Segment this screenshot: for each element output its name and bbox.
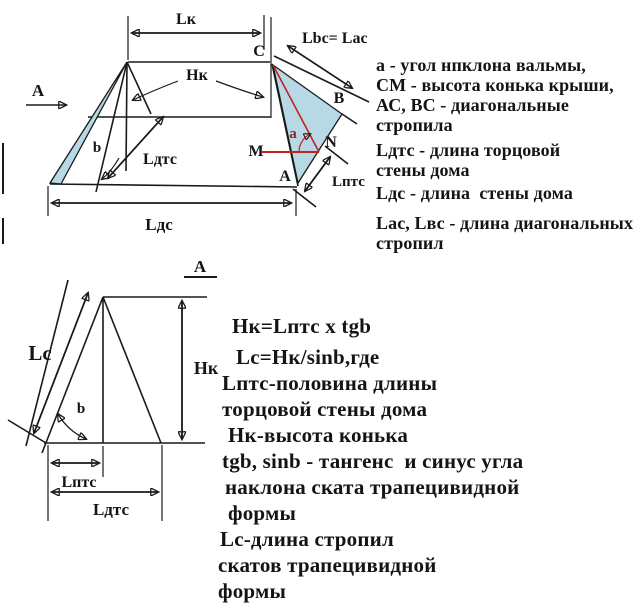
lk-label: Lк xyxy=(176,11,196,28)
top-roof-diagram xyxy=(0,0,400,244)
hip-triangle xyxy=(273,65,342,183)
angle-b2-label: b xyxy=(76,401,86,417)
legend-top-line-7: Lас, Lвс - длина диагональных xyxy=(376,213,634,233)
lbc-dimension xyxy=(288,30,368,88)
lds-label: Lдс xyxy=(145,215,173,234)
legend-bottom-line-9: скатов трапецивидной xyxy=(218,553,437,577)
lc-label: Lc xyxy=(28,341,52,365)
ldts-label: Lдтс xyxy=(143,151,177,168)
apex-height-line xyxy=(126,62,127,171)
lpts2-label: Lптс xyxy=(61,474,97,491)
legend-bottom-line-4: Нк-высота конька xyxy=(228,423,409,447)
legend-top-line-0: а - угол нпклона вальмы, xyxy=(376,55,586,75)
ldts-dimension xyxy=(108,117,177,178)
legend-bottom-line-6: наклона ската трапецивидной xyxy=(225,475,520,499)
n-point-label: N xyxy=(325,134,337,151)
c-point-label: C xyxy=(253,43,265,60)
legend-bottom-line-1: Lc=Нк/sinb,где xyxy=(236,345,380,369)
apex-back-edge xyxy=(127,62,151,114)
bottom-section-diagram xyxy=(0,252,232,544)
section-a2-label: A xyxy=(193,257,207,276)
legend-top-line-4: Lдтс - длина торцовой xyxy=(376,140,561,160)
legend-top xyxy=(376,55,640,253)
left-hip-edge xyxy=(96,62,127,192)
legend-bottom-line-5: tgb, sinb - тангенс и синус угла xyxy=(222,449,524,473)
a-point-label: A xyxy=(279,168,291,185)
lds-dimension xyxy=(48,186,296,234)
angle-a-label: a xyxy=(289,126,297,142)
triangle-outline xyxy=(8,280,207,453)
legend-bottom-line-0: Нк=Lптс x tgb xyxy=(232,314,372,338)
legend-top-line-5: стены дома xyxy=(376,160,470,180)
rafter-inner-edge xyxy=(42,297,103,453)
section-a-marker xyxy=(184,257,217,277)
lpts-label: Lптс xyxy=(332,174,365,190)
right-slope-edge xyxy=(103,297,161,443)
roof-outline xyxy=(50,62,297,192)
legend-bottom-line-3: торцовой стены дома xyxy=(222,397,428,421)
hk-leaders xyxy=(133,67,263,100)
legend-bottom-line-10: формы xyxy=(218,579,287,603)
angle-b-bottom xyxy=(58,401,86,439)
legend-bottom xyxy=(216,313,640,604)
angle-b-left xyxy=(93,140,119,179)
legend-bottom-line-2: Lптс-половина длины xyxy=(222,371,438,395)
lk-dimension xyxy=(128,11,264,60)
lbc-lac-label: Lbc= Lac xyxy=(302,30,368,47)
cb-rafter-inner-ext xyxy=(342,114,357,124)
front-eave-line xyxy=(50,184,297,187)
hk2-label: Нк xyxy=(193,358,219,378)
legend-top-line-2: АС, ВС - диагональные xyxy=(376,95,569,115)
base-dimensions xyxy=(48,445,162,521)
hk-label: Нк xyxy=(186,67,208,84)
m-point-label: M xyxy=(248,143,264,160)
angle-b-label: b xyxy=(92,140,102,156)
b-point-label: B xyxy=(333,90,345,107)
legend-top-line-8: стропил xyxy=(376,233,444,253)
left-hip-sliver xyxy=(50,62,127,184)
legend-top-line-3: стропила xyxy=(376,115,453,135)
section-arrow-a xyxy=(26,81,66,105)
legend-top-line-1: СМ - высота конька крыши, xyxy=(376,75,614,95)
hk-dimension xyxy=(182,301,219,439)
section-a-label: A xyxy=(31,81,45,100)
ldts2-label: Lдтс xyxy=(92,500,130,519)
legend-top-line-6: Lдс - длина стены дома xyxy=(376,183,573,203)
legend-bottom-line-7: формы xyxy=(228,501,297,525)
legend-bottom-line-8: Lc-длина стропил xyxy=(220,527,394,551)
